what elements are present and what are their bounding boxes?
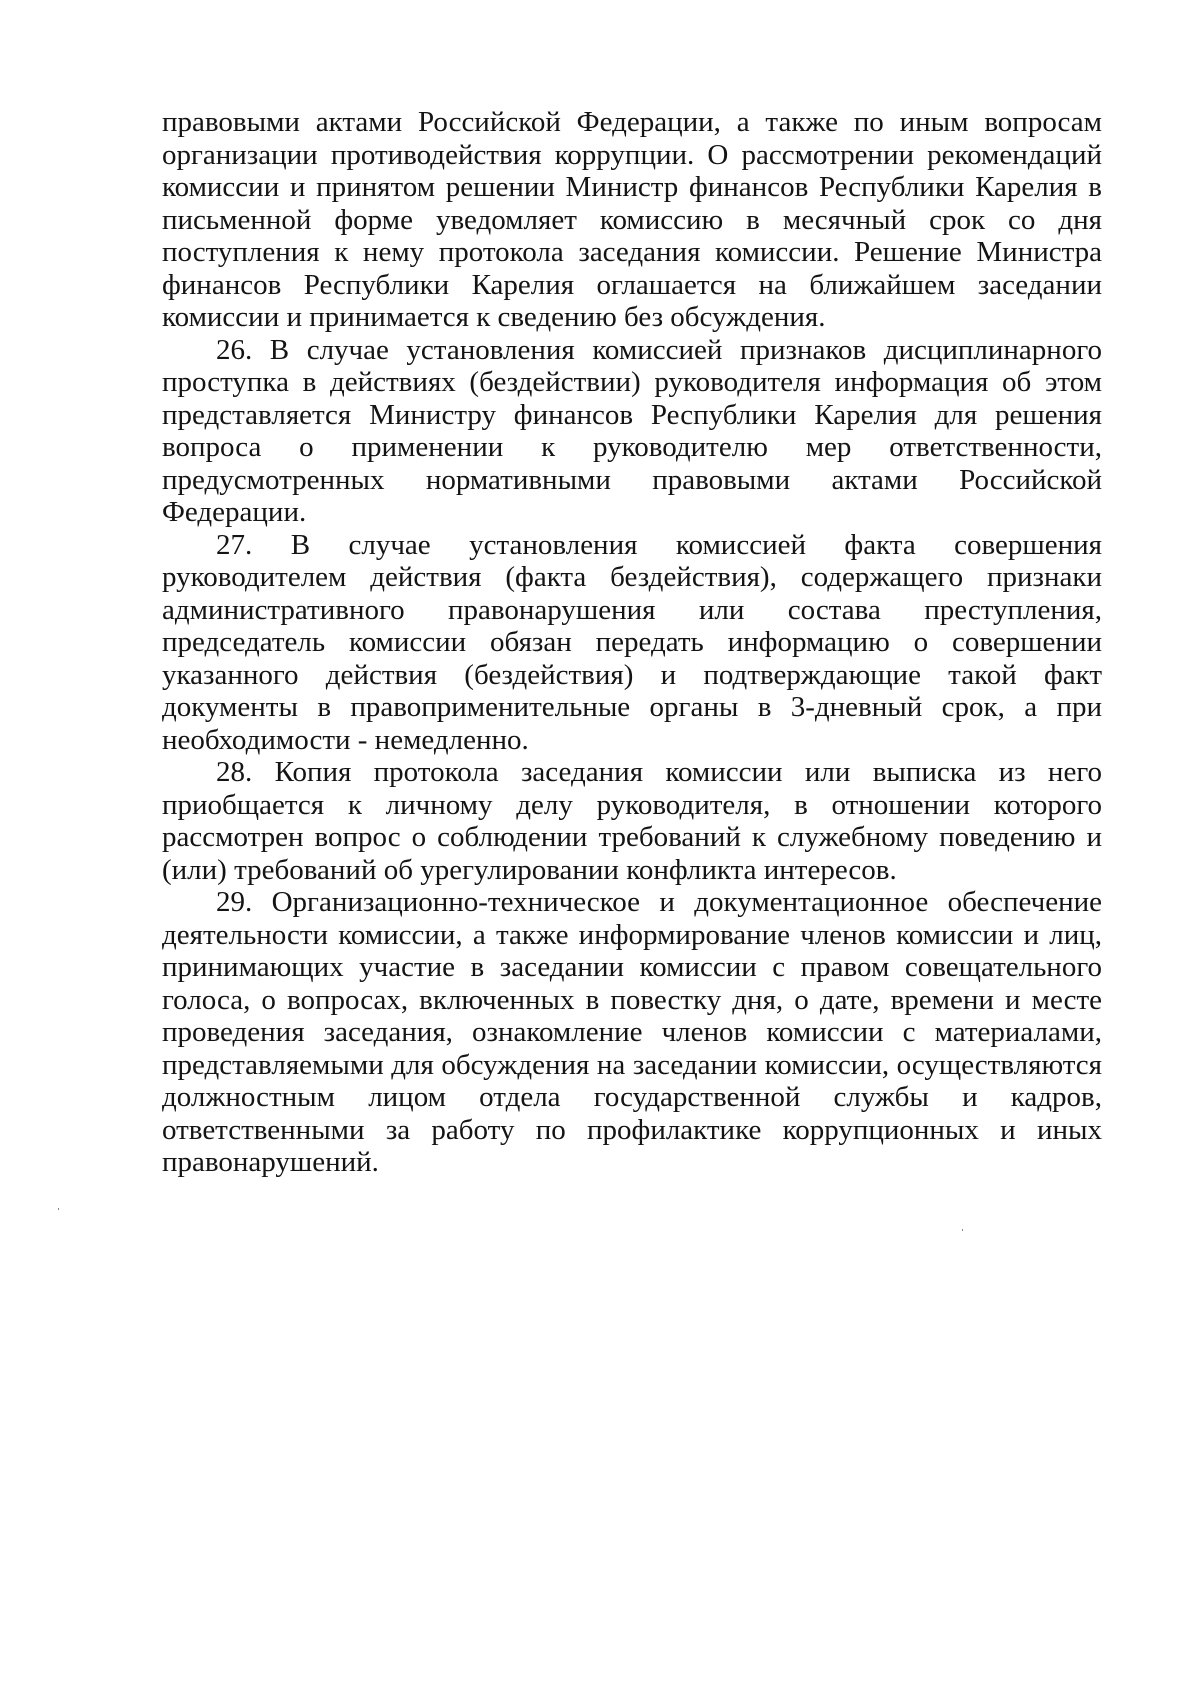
paragraph-28: 28. Копия протокола заседания комиссии или выписка из него приобщается к личному делу руководителя, в отношении которого рассмотрен вопрос о соблюдении требований к служебному поведению и (или) требований об урегулировании конфликта интересов. [162, 756, 1102, 886]
paragraph-27: 27. В случае установления комиссией факта совершения руководителем действия (факта бездействия), содержащего признаки административного правонарушения или состава преступления, председатель комиссии обязан передать информацию о совершении указанного действия (бездействия) и подтверждающие такой факт документы в правоприменительные органы в 3-дневный срок, а при необходимости - немедленно. [162, 528, 1102, 756]
document-body [162, 106, 1102, 1179]
paragraph-continuation: правовыми актами Российской Федерации, а также по иным вопросам организации противодействия коррупции. О рассмотрении рекомендаций комиссии и принятом решении Министр финансов Республики Карелия в письменной форме уведомляет комиссию в месячный срок со дня поступления к нему протокола заседания комиссии. Решение Министра финансов Республики Карелия оглашается на ближайшем заседании комиссии и принимается к сведению без обсуждения. [162, 106, 1102, 333]
paragraph-29: 29. Организационно-техническое и документационное обеспечение деятельности комиссии, а также информирование членов комиссии и лиц, принимающих участие в заседании комиссии с правом совещательного голоса, о вопросах, включенных в повестку дня, о дате, времени и месте проведения заседания, ознакомление членов комиссии с материалами, представляемыми для обсуждения на заседании комиссии, осуществляются должностным лицом отдела государственной службы и кадров, ответственными за работу по профилактике коррупционных и иных правонарушений. [162, 886, 1102, 1178]
scan-speck-right [962, 1229, 963, 1231]
paragraph-26: 26. В случае установления комиссией признаков дисциплинарного проступка в действиях (бездействии) руководителя информация об этом представляется Министру финансов Республики Карелия для решения вопроса о применении к руководителю мер ответственности, предусмотренных нормативными правовыми актами Российской Федерации. [162, 333, 1102, 528]
scan-speck-left [58, 1208, 59, 1210]
